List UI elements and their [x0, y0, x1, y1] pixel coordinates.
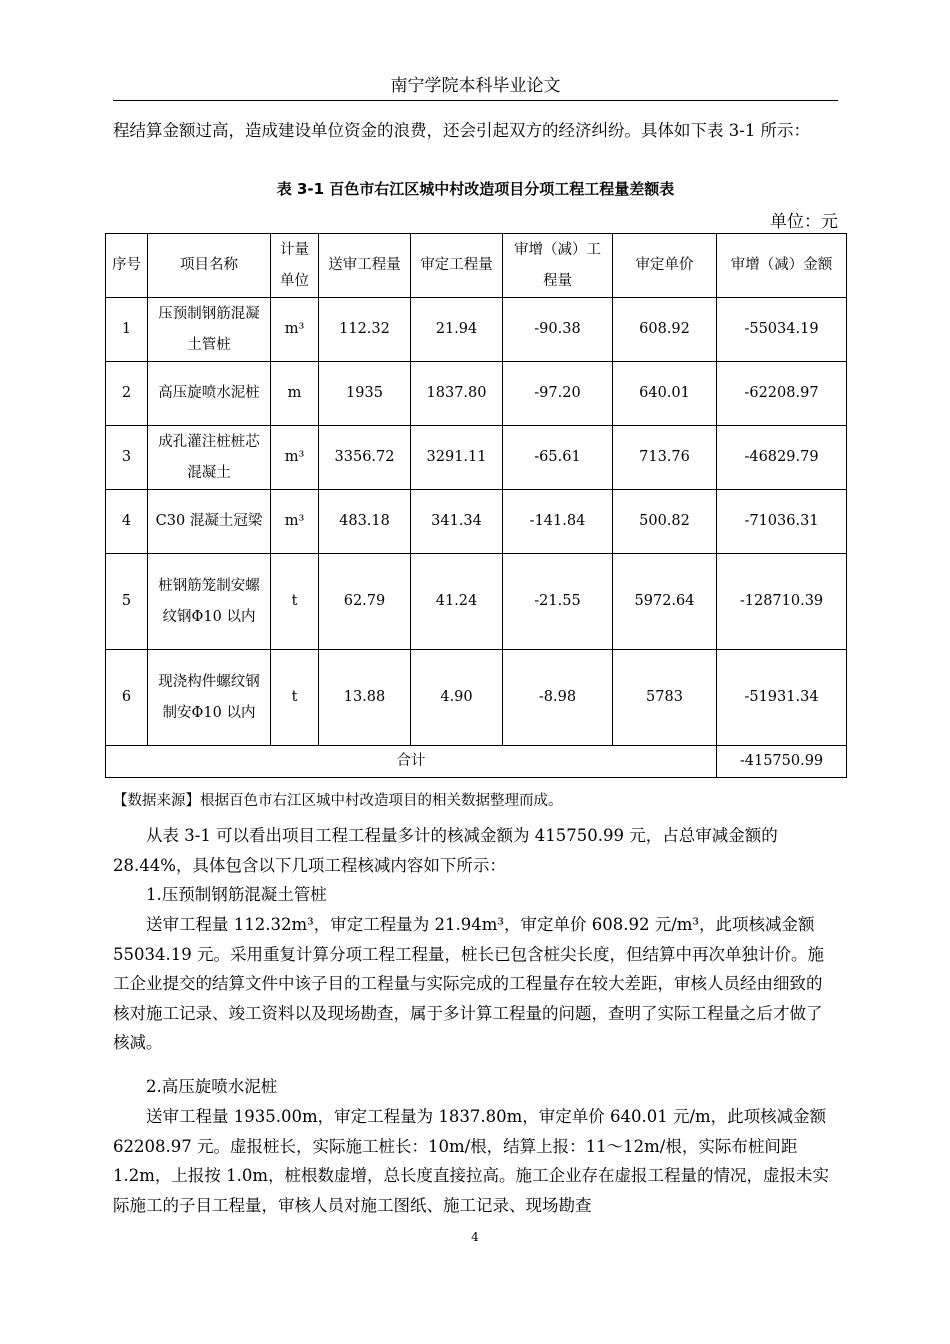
total-label: 合计 — [106, 746, 717, 778]
table-cell: -97.20 — [503, 362, 613, 426]
header-cell: 项目名称 — [148, 234, 271, 298]
table-cell: 6 — [106, 650, 148, 746]
table-cell: m³ — [271, 298, 319, 362]
table-cell: 608.92 — [613, 298, 717, 362]
table-cell: 62.79 — [319, 554, 411, 650]
table-cell: 341.34 — [411, 490, 503, 554]
table-row — [106, 490, 847, 554]
table-cell: 5783 — [613, 650, 717, 746]
table-cell: 3356.72 — [319, 426, 411, 490]
table-row — [106, 298, 847, 362]
table-cell: 4 — [106, 490, 148, 554]
table-cell: t — [271, 554, 319, 650]
header-cell: 送审工程量 — [319, 234, 411, 298]
table-row — [106, 650, 847, 746]
table-cell: 640.01 — [613, 362, 717, 426]
table-cell: -21.55 — [503, 554, 613, 650]
table-cell: 桩钢筋笼制安螺纹钢Φ10 以内 — [148, 554, 271, 650]
section-heading-2: 2.高压旋喷水泥桩 — [146, 1077, 278, 1096]
table-cell: 5 — [106, 554, 148, 650]
section-heading-1: 1.压预制钢筋混凝土管桩 — [146, 885, 327, 904]
table-row — [106, 554, 847, 650]
table-cell: 高压旋喷水泥桩 — [148, 362, 271, 426]
header-cell: 审定工程量 — [411, 234, 503, 298]
table-cell: -55034.19 — [717, 298, 847, 362]
table-title: 表 3-1 百色市右江区城中村改造项目分项工程工程量差额表 — [276, 180, 675, 198]
table-cell: 112.32 — [319, 298, 411, 362]
table-cell: m — [271, 362, 319, 426]
table-cell: m³ — [271, 426, 319, 490]
table-cell: 成孔灌注桩桩芯混凝土 — [148, 426, 271, 490]
header-cell: 计量单位 — [271, 234, 319, 298]
table-cell: 1 — [106, 298, 148, 362]
header-cell: 审增（减）金额 — [717, 234, 847, 298]
table-cell: 1837.80 — [411, 362, 503, 426]
table-cell: 3 — [106, 426, 148, 490]
table-cell: -62208.97 — [717, 362, 847, 426]
table-cell: 压预制钢筋混凝土管桩 — [148, 298, 271, 362]
quantity-difference-table — [105, 233, 847, 778]
table-cell: 41.24 — [411, 554, 503, 650]
body-paragraph-2: 送审工程量 112.32m³，审定工程量为 21.94m³，审定单价 608.92 元/m³，此项核减金额 55034.19 元。采用重复计算分项工程工程量，桩长已包含桩尖长度，但结算中再次单独计价。施工企业提交的结算文件中该子目的工程量与实际完成的工程量存在较大差距，审核人员经由细致的核对施工记录、竣工资料以及现场勘查，属于多计算工程量的问题，查明了实际工程量之后才做了核减。 — [113, 915, 824, 1052]
total-value: -415750.99 — [717, 746, 847, 778]
table-cell: t — [271, 650, 319, 746]
table-cell: 4.90 — [411, 650, 503, 746]
body-paragraph-1: 从表 3-1 可以看出项目工程工程量多计的核减金额为 415750.99 元，占总审减金额的 28.44%，具体包含以下几项工程核减内容如下所示： — [113, 826, 778, 875]
table-cell: -71036.31 — [717, 490, 847, 554]
table-cell: -46829.79 — [717, 426, 847, 490]
table-cell: 2 — [106, 362, 148, 426]
page-number: 4 — [471, 1230, 479, 1244]
table-cell: -51931.34 — [717, 650, 847, 746]
table-cell: -90.38 — [503, 298, 613, 362]
table-cell: C30 混凝土冠梁 — [148, 490, 271, 554]
table-cell: 1935 — [319, 362, 411, 426]
table-cell: 3291.11 — [411, 426, 503, 490]
data-source-note: 【数据来源】根据百色市右江区城中村改造项目的相关数据整理而成。 — [113, 793, 563, 809]
header-cell: 审增（减）工程量 — [503, 234, 613, 298]
table-cell: -65.61 — [503, 426, 613, 490]
table-unit: 单位：元 — [770, 212, 838, 232]
table-cell: 500.82 — [613, 490, 717, 554]
table-cell: 13.88 — [319, 650, 411, 746]
body-paragraph-3: 送审工程量 1935.00m，审定工程量为 1837.80m，审定单价 640.01 元/m，此项核减金额 62208.97 元。虚报桩长，实际施工桩长：10m/根，结算上报：11～12m/根，实际布桩间距 1.2m，上报按 1.0m，桩根数虚增，总长度直接拉高。施工企业存在虚报工程量的情况，虚报未实际施工的子目工程量，审核人员对施工图纸、施工记录、现场勘查 — [113, 1107, 830, 1215]
table-cell: -141.84 — [503, 490, 613, 554]
table-cell: m³ — [271, 490, 319, 554]
table-header-row — [106, 234, 847, 298]
table-total-row — [106, 746, 847, 778]
table-cell: 713.76 — [613, 426, 717, 490]
table-cell: 483.18 — [319, 490, 411, 554]
table-cell: 21.94 — [411, 298, 503, 362]
intro-paragraph: 程结算金额过高，造成建设单位资金的浪费，还会引起双方的经济纠纷。具体如下表 3-1 所示： — [113, 121, 811, 140]
header-cell: 序号 — [106, 234, 148, 298]
table-cell: -128710.39 — [717, 554, 847, 650]
table-cell: 5972.64 — [613, 554, 717, 650]
header-cell: 审定单价 — [613, 234, 717, 298]
table-row — [106, 426, 847, 490]
table-cell: -8.98 — [503, 650, 613, 746]
table-cell: 现浇构件螺纹钢制安Φ10 以内 — [148, 650, 271, 746]
table-row — [106, 362, 847, 426]
page-header: 南宁学院本科毕业论文 — [113, 74, 838, 101]
